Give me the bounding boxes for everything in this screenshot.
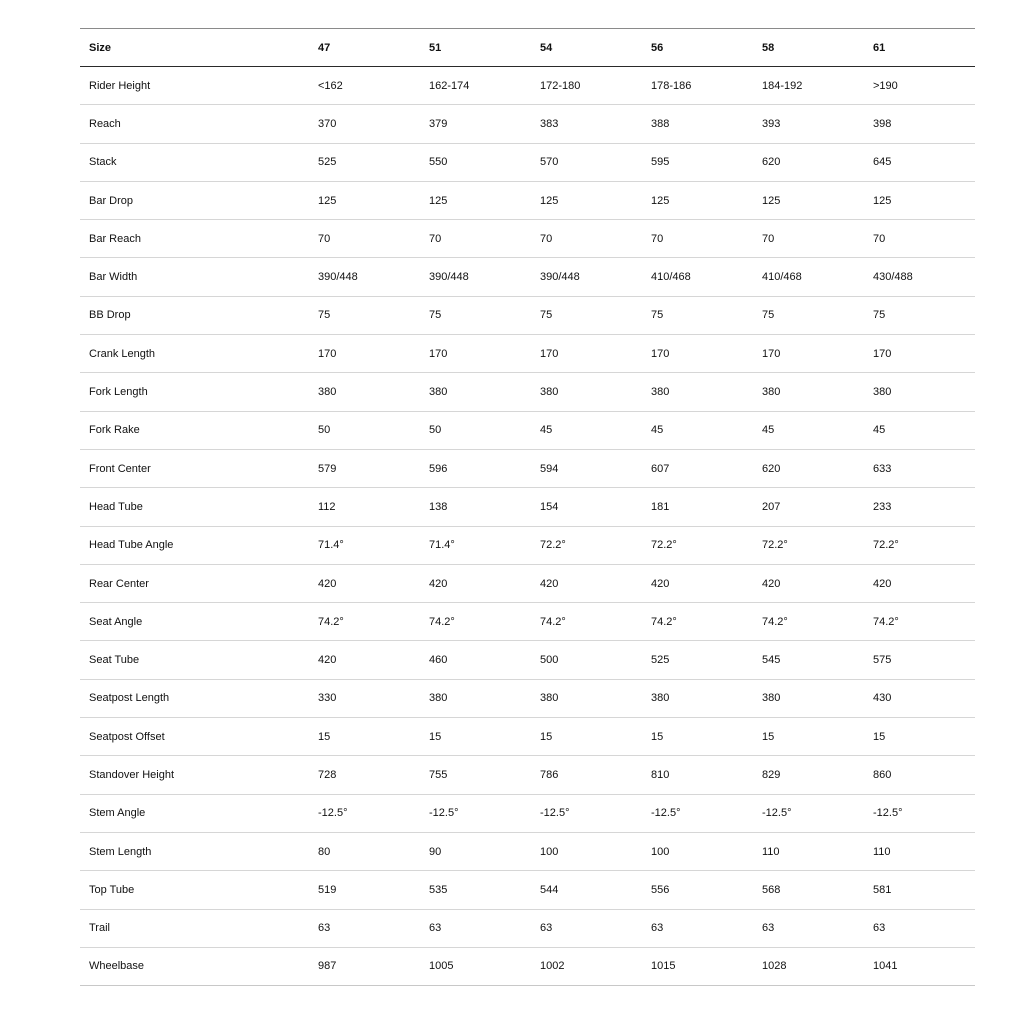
row-label: Wheelbase xyxy=(80,947,309,985)
table-cell: 15 xyxy=(531,718,642,756)
table-row xyxy=(80,756,975,794)
table-cell: 330 xyxy=(309,679,420,717)
table-cell: 1015 xyxy=(642,947,753,985)
table-cell: 178-186 xyxy=(642,67,753,105)
table-cell: 581 xyxy=(864,871,975,909)
table-row xyxy=(80,449,975,487)
row-label: Head Tube xyxy=(80,488,309,526)
table-cell: -12.5° xyxy=(309,794,420,832)
table-cell: 380 xyxy=(642,373,753,411)
table-cell: 620 xyxy=(753,143,864,181)
table-row xyxy=(80,105,975,143)
table-cell: 987 xyxy=(309,947,420,985)
table-cell: 90 xyxy=(420,832,531,870)
table-cell: 80 xyxy=(309,832,420,870)
table-cell: 70 xyxy=(531,220,642,258)
table-row xyxy=(80,373,975,411)
table-row xyxy=(80,718,975,756)
table-cell: 575 xyxy=(864,641,975,679)
table-cell: 420 xyxy=(309,641,420,679)
table-row xyxy=(80,832,975,870)
table-cell: 380 xyxy=(753,679,864,717)
header-size-column: 56 xyxy=(642,29,753,67)
table-cell: 535 xyxy=(420,871,531,909)
table-row xyxy=(80,181,975,219)
table-cell: 15 xyxy=(642,718,753,756)
table-cell: 620 xyxy=(753,449,864,487)
table-cell: 390/448 xyxy=(420,258,531,296)
table-cell: 379 xyxy=(420,105,531,143)
table-cell: 579 xyxy=(309,449,420,487)
table-row xyxy=(80,564,975,602)
table-row xyxy=(80,335,975,373)
table-row xyxy=(80,947,975,985)
table-cell: 75 xyxy=(642,296,753,334)
header-size-column: 51 xyxy=(420,29,531,67)
table-cell: 786 xyxy=(531,756,642,794)
geometry-table-container xyxy=(80,28,940,986)
table-cell: 100 xyxy=(642,832,753,870)
table-cell: 594 xyxy=(531,449,642,487)
row-label: Bar Width xyxy=(80,258,309,296)
table-cell: 170 xyxy=(531,335,642,373)
table-cell: 460 xyxy=(420,641,531,679)
row-label: Reach xyxy=(80,105,309,143)
row-label: Crank Length xyxy=(80,335,309,373)
header-size-column: 54 xyxy=(531,29,642,67)
row-label: BB Drop xyxy=(80,296,309,334)
table-cell: 75 xyxy=(531,296,642,334)
table-cell: 420 xyxy=(420,564,531,602)
table-cell: 390/448 xyxy=(309,258,420,296)
table-cell: 1028 xyxy=(753,947,864,985)
table-row xyxy=(80,794,975,832)
table-cell: 63 xyxy=(531,909,642,947)
table-row xyxy=(80,909,975,947)
table-cell: 519 xyxy=(309,871,420,909)
table-cell: 45 xyxy=(864,411,975,449)
table-row xyxy=(80,526,975,564)
table-cell: -12.5° xyxy=(642,794,753,832)
table-cell: 525 xyxy=(309,143,420,181)
header-size-column: 47 xyxy=(309,29,420,67)
table-cell: 100 xyxy=(531,832,642,870)
table-cell: 170 xyxy=(864,335,975,373)
header-row xyxy=(80,29,975,67)
table-cell: 70 xyxy=(420,220,531,258)
table-cell: 110 xyxy=(753,832,864,870)
table-cell: 410/468 xyxy=(642,258,753,296)
table-cell: 500 xyxy=(531,641,642,679)
row-label: Rider Height xyxy=(80,67,309,105)
table-cell: 45 xyxy=(642,411,753,449)
table-cell: 645 xyxy=(864,143,975,181)
table-cell: 380 xyxy=(642,679,753,717)
table-cell: 63 xyxy=(309,909,420,947)
table-cell: 71.4° xyxy=(309,526,420,564)
table-cell: 72.2° xyxy=(864,526,975,564)
row-label: Seat Tube xyxy=(80,641,309,679)
table-cell: 50 xyxy=(309,411,420,449)
table-cell: 74.2° xyxy=(642,603,753,641)
table-cell: 170 xyxy=(309,335,420,373)
table-cell: 170 xyxy=(420,335,531,373)
table-cell: 181 xyxy=(642,488,753,526)
table-cell: 74.2° xyxy=(309,603,420,641)
table-row xyxy=(80,603,975,641)
table-row xyxy=(80,411,975,449)
table-cell: 72.2° xyxy=(753,526,864,564)
table-cell: 70 xyxy=(309,220,420,258)
table-cell: 829 xyxy=(753,756,864,794)
table-cell: 162-174 xyxy=(420,67,531,105)
table-cell: 556 xyxy=(642,871,753,909)
table-row xyxy=(80,67,975,105)
table-row xyxy=(80,679,975,717)
table-row xyxy=(80,143,975,181)
table-cell: 570 xyxy=(531,143,642,181)
table-cell: 15 xyxy=(420,718,531,756)
table-cell: 15 xyxy=(753,718,864,756)
table-cell: 860 xyxy=(864,756,975,794)
table-cell: 420 xyxy=(531,564,642,602)
table-cell: 607 xyxy=(642,449,753,487)
table-cell: 72.2° xyxy=(531,526,642,564)
table-cell: 50 xyxy=(420,411,531,449)
table-cell: 170 xyxy=(642,335,753,373)
table-cell: -12.5° xyxy=(753,794,864,832)
table-cell: 380 xyxy=(531,679,642,717)
table-row xyxy=(80,641,975,679)
row-label: Bar Reach xyxy=(80,220,309,258)
row-label: Head Tube Angle xyxy=(80,526,309,564)
table-cell: 380 xyxy=(531,373,642,411)
table-cell: 184-192 xyxy=(753,67,864,105)
row-label: Fork Rake xyxy=(80,411,309,449)
table-cell: 568 xyxy=(753,871,864,909)
table-row xyxy=(80,220,975,258)
table-cell: 15 xyxy=(309,718,420,756)
table-cell: -12.5° xyxy=(531,794,642,832)
table-cell: 545 xyxy=(753,641,864,679)
table-cell: 544 xyxy=(531,871,642,909)
table-cell: 125 xyxy=(753,181,864,219)
table-cell: 420 xyxy=(753,564,864,602)
table-cell: 15 xyxy=(864,718,975,756)
table-cell: 1041 xyxy=(864,947,975,985)
table-cell: 430 xyxy=(864,679,975,717)
table-cell: 398 xyxy=(864,105,975,143)
row-label: Top Tube xyxy=(80,871,309,909)
table-cell: 172-180 xyxy=(531,67,642,105)
table-header xyxy=(80,29,975,67)
table-cell: 430/488 xyxy=(864,258,975,296)
table-cell: 70 xyxy=(753,220,864,258)
table-cell: 63 xyxy=(642,909,753,947)
row-label: Fork Length xyxy=(80,373,309,411)
table-cell: 125 xyxy=(642,181,753,219)
table-cell: 125 xyxy=(531,181,642,219)
table-cell: 728 xyxy=(309,756,420,794)
table-cell: 380 xyxy=(420,373,531,411)
table-cell: 74.2° xyxy=(864,603,975,641)
table-cell: 74.2° xyxy=(531,603,642,641)
table-cell: >190 xyxy=(864,67,975,105)
row-label: Standover Height xyxy=(80,756,309,794)
table-cell: 75 xyxy=(864,296,975,334)
table-cell: 596 xyxy=(420,449,531,487)
table-cell: 370 xyxy=(309,105,420,143)
table-row xyxy=(80,871,975,909)
table-cell: 154 xyxy=(531,488,642,526)
table-cell: 233 xyxy=(864,488,975,526)
table-cell: 383 xyxy=(531,105,642,143)
table-cell: 72.2° xyxy=(642,526,753,564)
table-cell: 45 xyxy=(531,411,642,449)
row-label: Stem Length xyxy=(80,832,309,870)
table-cell: 63 xyxy=(753,909,864,947)
row-label: Rear Center xyxy=(80,564,309,602)
row-label: Stem Angle xyxy=(80,794,309,832)
table-cell: 388 xyxy=(642,105,753,143)
table-cell: 755 xyxy=(420,756,531,794)
table-cell: 420 xyxy=(642,564,753,602)
table-cell: 125 xyxy=(420,181,531,219)
table-cell: 74.2° xyxy=(420,603,531,641)
table-cell: 525 xyxy=(642,641,753,679)
table-row xyxy=(80,488,975,526)
table-cell: 550 xyxy=(420,143,531,181)
table-cell: 1002 xyxy=(531,947,642,985)
table-cell: 70 xyxy=(864,220,975,258)
table-cell: 125 xyxy=(309,181,420,219)
table-cell: <162 xyxy=(309,67,420,105)
table-cell: 410/468 xyxy=(753,258,864,296)
geometry-table xyxy=(80,28,975,986)
table-cell: 380 xyxy=(420,679,531,717)
table-cell: 633 xyxy=(864,449,975,487)
table-row xyxy=(80,258,975,296)
table-cell: 74.2° xyxy=(753,603,864,641)
table-cell: 112 xyxy=(309,488,420,526)
table-cell: 75 xyxy=(309,296,420,334)
table-cell: 380 xyxy=(753,373,864,411)
table-cell: 1005 xyxy=(420,947,531,985)
row-label: Seatpost Offset xyxy=(80,718,309,756)
row-label: Trail xyxy=(80,909,309,947)
table-cell: 420 xyxy=(309,564,420,602)
table-cell: 170 xyxy=(753,335,864,373)
row-label: Seatpost Length xyxy=(80,679,309,717)
table-cell: 380 xyxy=(309,373,420,411)
table-body xyxy=(80,67,975,986)
table-cell: 390/448 xyxy=(531,258,642,296)
table-cell: 70 xyxy=(642,220,753,258)
header-size-column: 61 xyxy=(864,29,975,67)
table-cell: 63 xyxy=(420,909,531,947)
row-label: Bar Drop xyxy=(80,181,309,219)
table-cell: 125 xyxy=(864,181,975,219)
table-cell: 75 xyxy=(753,296,864,334)
table-cell: 45 xyxy=(753,411,864,449)
table-row xyxy=(80,296,975,334)
table-cell: 71.4° xyxy=(420,526,531,564)
table-cell: 393 xyxy=(753,105,864,143)
table-cell: 420 xyxy=(864,564,975,602)
row-label: Front Center xyxy=(80,449,309,487)
row-label: Seat Angle xyxy=(80,603,309,641)
header-size-column: 58 xyxy=(753,29,864,67)
table-cell: 810 xyxy=(642,756,753,794)
table-cell: 207 xyxy=(753,488,864,526)
row-label: Stack xyxy=(80,143,309,181)
table-cell: 110 xyxy=(864,832,975,870)
table-cell: 63 xyxy=(864,909,975,947)
table-cell: -12.5° xyxy=(864,794,975,832)
table-cell: 138 xyxy=(420,488,531,526)
table-cell: 380 xyxy=(864,373,975,411)
header-size-label: Size xyxy=(80,29,309,67)
table-cell: -12.5° xyxy=(420,794,531,832)
table-cell: 595 xyxy=(642,143,753,181)
table-cell: 75 xyxy=(420,296,531,334)
